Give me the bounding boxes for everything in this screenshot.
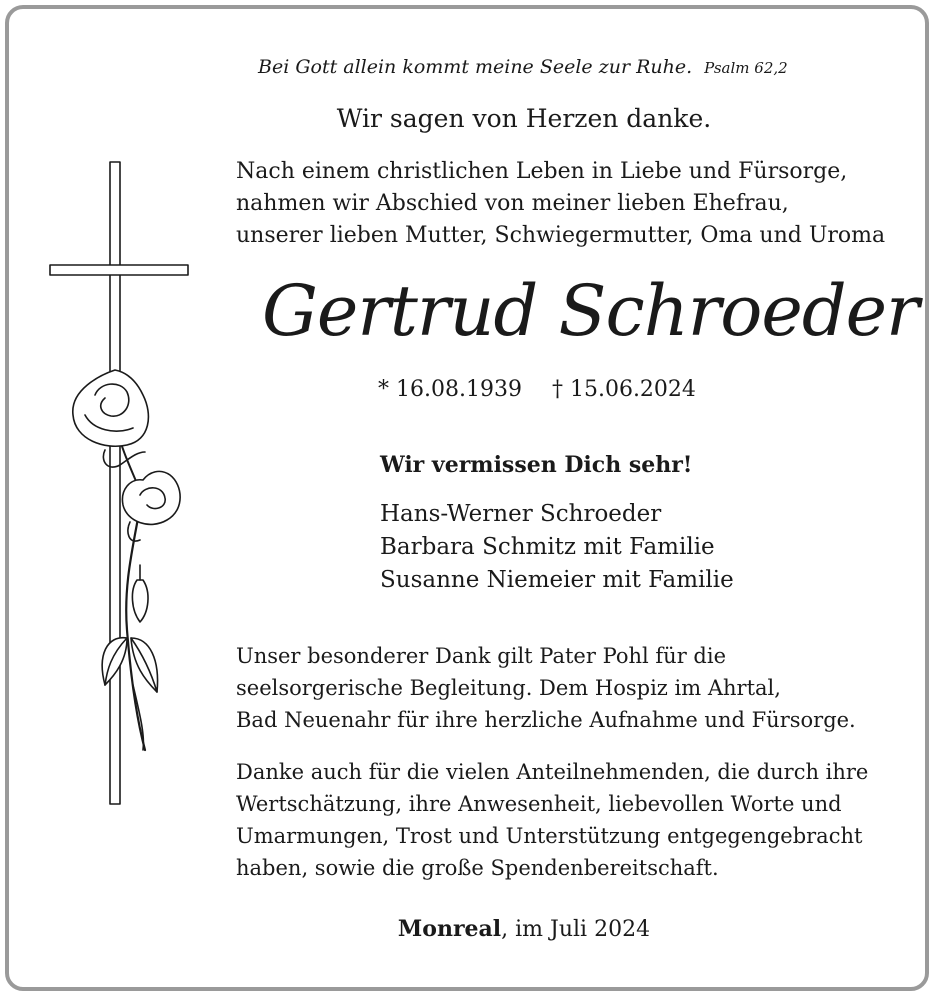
motto-text: Bei Gott allein kommt meine Seele zur Ruhe. <box>258 56 693 78</box>
intro-text <box>236 156 885 252</box>
general-thanks-line: haben, sowie die große Spendenbereitschaft. <box>236 856 719 880</box>
cross-with-roses-icon <box>45 160 195 810</box>
general-thanks-line: Umarmungen, Trost und Unterstützung entgegengebracht <box>236 824 863 848</box>
intro-line: unserer lieben Mutter, Schwiegermutter, Oma und Uroma <box>236 223 886 248</box>
family-member: Hans-Werner Schroeder <box>380 501 662 527</box>
general-thanks-line: Wertschätzung, ihre Anwesenheit, liebevollen Worte und <box>236 792 842 816</box>
general-thanks <box>236 756 868 884</box>
intro-line: nahmen wir Abschied von meiner lieben Ehefrau, <box>236 191 789 216</box>
family-member: Susanne Niemeier mit Familie <box>380 567 734 593</box>
special-thanks-line: seelsorgerische Begleitung. Dem Hospiz im Ahrtal, <box>236 676 781 700</box>
place: Monreal <box>397 916 502 942</box>
life-dates <box>378 377 696 402</box>
date: , im Juli 2024 <box>501 917 651 942</box>
headline: Wir sagen von Herzen danke. <box>336 104 712 133</box>
special-thanks-line: Bad Neuenahr für ihre herzliche Aufnahme und Fürsorge. <box>236 708 856 732</box>
miss-line: Wir vermissen Dich sehr! <box>380 452 693 478</box>
deceased-name: Gertrud Schroeder <box>262 270 919 352</box>
family-list <box>380 498 734 597</box>
death-date: † 15.06.2024 <box>551 377 696 402</box>
special-thanks-line: Unser besonderer Dank gilt Pater Pohl für die <box>236 644 727 668</box>
place-date <box>0 916 938 942</box>
family-member: Barbara Schmitz mit Familie <box>380 534 715 560</box>
general-thanks-line: Danke auch für die vielen Anteilnehmenden, die durch ihre <box>236 760 869 784</box>
special-thanks <box>236 640 856 736</box>
bible-verse <box>258 56 788 78</box>
intro-line: Nach einem christlichen Leben in Liebe und Fürsorge, <box>236 159 848 184</box>
birth-date: * 16.08.1939 <box>378 377 522 402</box>
motto-reference: Psalm 62,2 <box>704 59 788 77</box>
